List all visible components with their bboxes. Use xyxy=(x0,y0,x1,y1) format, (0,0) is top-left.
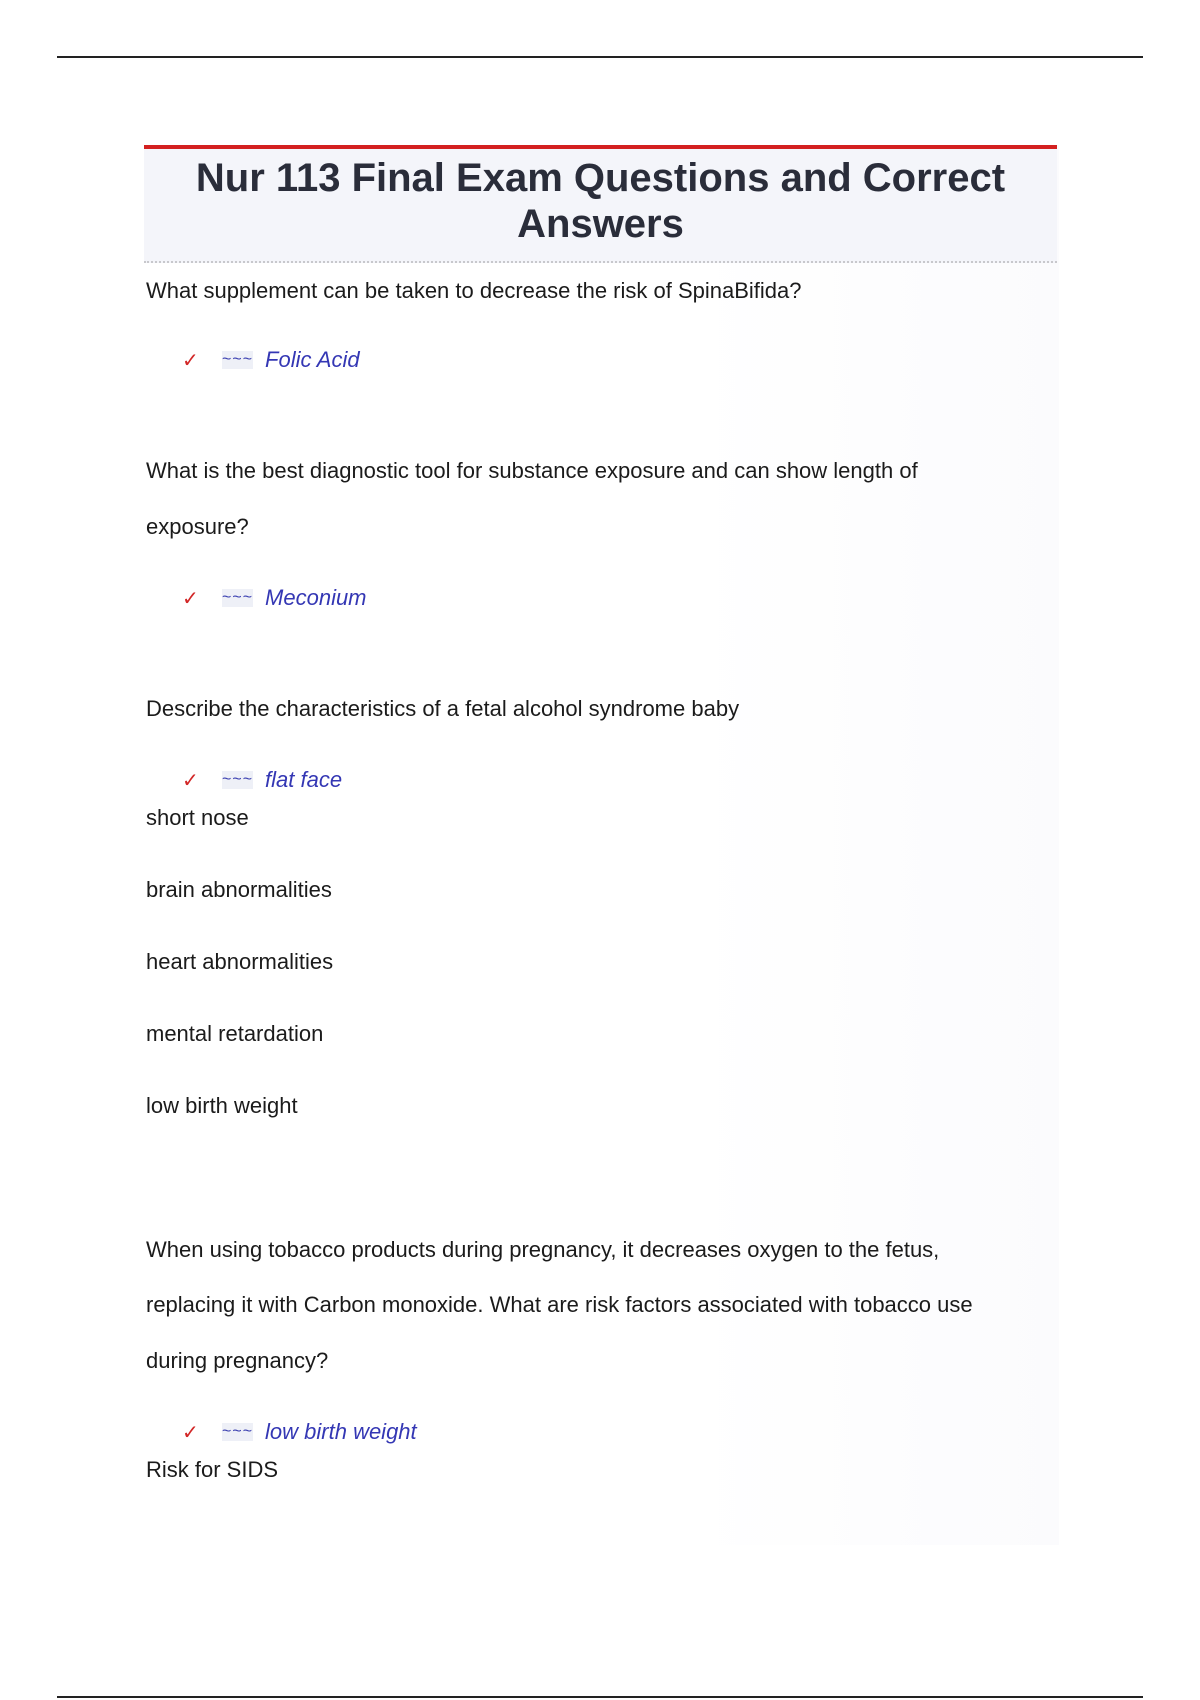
answer-4-extra-1: Risk for SIDS xyxy=(146,1457,279,1482)
tilde-marker: ~~~ xyxy=(222,589,254,606)
tilde-marker: ~~~ xyxy=(222,1423,254,1440)
answer-1-text: Folic Acid xyxy=(265,347,360,372)
answer-3-extra-4: mental retardation xyxy=(146,1021,324,1046)
header-rule xyxy=(57,56,1143,58)
checkmark-icon: ✓ xyxy=(182,768,199,792)
checkmark-icon: ✓ xyxy=(182,1420,199,1444)
answer-2 xyxy=(182,584,367,612)
title-box xyxy=(144,145,1057,263)
question-4-line-3: during pregnancy? xyxy=(146,1348,329,1373)
answer-3-extra-2: brain abnormalities xyxy=(146,877,332,902)
question-4-line-2: replacing it with Carbon monoxide. What are risk factors associated with tobacco use xyxy=(146,1292,973,1317)
title-line-1: Nur 113 Final Exam Questions and Correct xyxy=(195,156,1006,200)
tilde-marker: ~~~ xyxy=(222,351,254,368)
title-line-2: Answers xyxy=(517,202,684,246)
question-1-line-1: What supplement can be taken to decrease the risk of SpinaBifida? xyxy=(146,278,802,303)
answer-1 xyxy=(182,346,360,374)
answer-3-extra-3: heart abnormalities xyxy=(146,949,334,974)
tilde-marker: ~~~ xyxy=(222,771,254,788)
answer-2-text: Meconium xyxy=(265,585,367,610)
answer-3 xyxy=(182,766,342,794)
checkmark-icon: ✓ xyxy=(182,348,199,372)
footer-rule xyxy=(57,1696,1143,1698)
question-4-line-1: When using tobacco products during pregnancy, it decreases oxygen to the fetus, xyxy=(146,1237,940,1262)
question-3-line-1: Describe the characteristics of a fetal alcohol syndrome baby xyxy=(146,696,740,721)
answer-4 xyxy=(182,1418,417,1446)
answer-3-extra-1: short nose xyxy=(146,805,249,830)
question-2-line-1: What is the best diagnostic tool for substance exposure and can show length of xyxy=(146,458,918,483)
answer-3-extra-5: low birth weight xyxy=(146,1093,298,1118)
answer-4-text: low birth weight xyxy=(265,1419,417,1444)
answer-3-text: flat face xyxy=(265,767,343,792)
page-title xyxy=(144,155,1057,247)
question-2-line-2: exposure? xyxy=(146,514,249,539)
checkmark-icon: ✓ xyxy=(182,586,199,610)
